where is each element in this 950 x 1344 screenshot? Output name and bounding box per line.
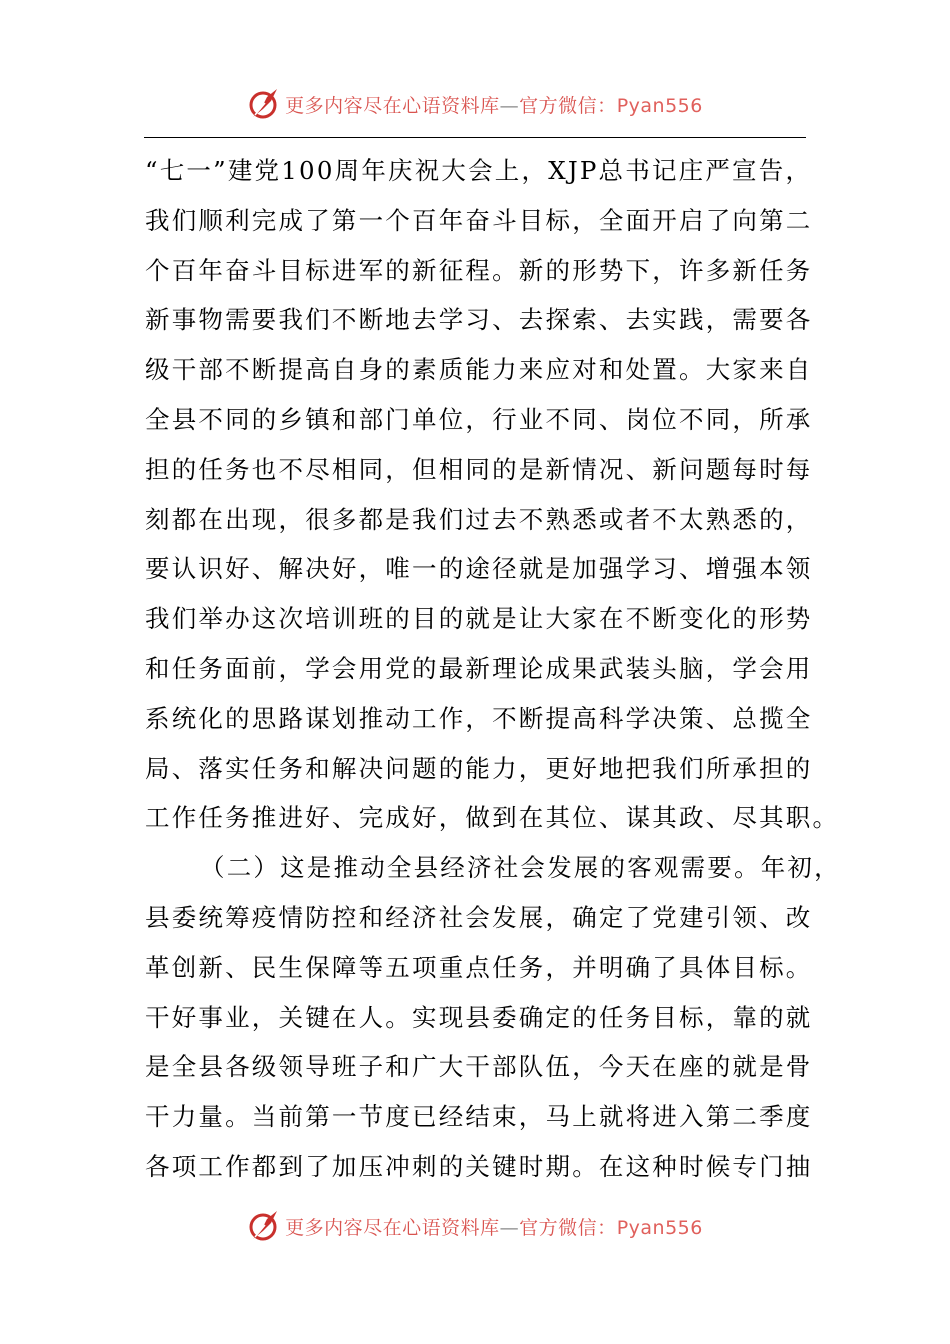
footer-watermark [0, 1206, 950, 1246]
watermark-label: 官方微信： [519, 1216, 617, 1239]
text-line: 我们举办这次培训班的目的就是让大家在不断变化的形势 [145, 604, 813, 634]
header-divider [144, 137, 806, 138]
text-line: 是全县各级领导班子和广大干部队伍，今天在座的就是骨 [145, 1052, 813, 1082]
text-line: 和任务面前，学会用党的最新理论成果武装头脑，学会用 [145, 653, 813, 683]
text-line: 新事物需要我们不断地去学习、去探索、去实践，需要各 [145, 305, 813, 335]
text-line: “七一”建党100周年庆祝大会上，XJP总书记庄严宣告， [145, 156, 813, 185]
text-line: 全县不同的乡镇和部门单位，行业不同、岗位不同，所承 [145, 404, 813, 434]
watermark-text [285, 91, 703, 118]
text-line: 县委统筹疫情防控和经济社会发展，确定了党建引领、改 [145, 902, 813, 932]
watermark-wechat-id: Pyan556 [616, 1216, 703, 1239]
text-line: 革创新、民生保障等五项重点任务，并明确了具体目标。 [145, 952, 813, 982]
watermark-text [285, 1213, 703, 1240]
text-line: 要认识好、解决好，唯一的途径就是加强学习、增强本领 [145, 554, 813, 584]
watermark-separator: — [499, 1216, 520, 1239]
text-line: 干力量。当前第一节度已经结束，马上就将进入第二季度 [145, 1102, 813, 1132]
watermark-wechat-id: Pyan556 [616, 94, 703, 117]
text-line: 刻都在出现，很多都是我们过去不熟悉或者不太熟悉的， [145, 504, 813, 534]
text-line: 级干部不断提高自身的素质能力来应对和处置。大家来自 [145, 355, 813, 385]
text-line: 我们顺利完成了第一个百年奋斗目标，全面开启了向第二 [145, 205, 813, 235]
text-line: 干好事业，关键在人。实现县委确定的任务目标，靠的就 [145, 1002, 813, 1032]
watermark-site: 更多内容尽在心语资料库 [285, 94, 500, 117]
quill-logo-icon [247, 1209, 281, 1243]
text-line: 局、落实任务和解决问题的能力，更好地把我们所承担的 [145, 753, 813, 783]
text-line: 工作任务推进好、完成好，做到在其位、谋其政、尽其职。 [145, 803, 840, 833]
document-body [145, 146, 841, 1192]
text-line: 系统化的思路谋划推动工作，不断提高科学决策、总揽全 [145, 703, 813, 733]
text-line: 各项工作都到了加压冲刺的关键时期。在这种时候专门抽 [145, 1151, 813, 1181]
quill-logo-icon [247, 87, 281, 121]
header-watermark [0, 84, 950, 124]
section-heading-line: （二）这是推动全县经济社会发展的客观需要。年初， [200, 853, 841, 883]
watermark-site: 更多内容尽在心语资料库 [285, 1216, 500, 1239]
text-line: 个百年奋斗目标进军的新征程。新的形势下，许多新任务 [145, 255, 813, 285]
watermark-label: 官方微信： [519, 94, 617, 117]
watermark-separator: — [499, 94, 520, 117]
text-line: 担的任务也不尽相同，但相同的是新情况、新问题每时每 [145, 454, 813, 484]
